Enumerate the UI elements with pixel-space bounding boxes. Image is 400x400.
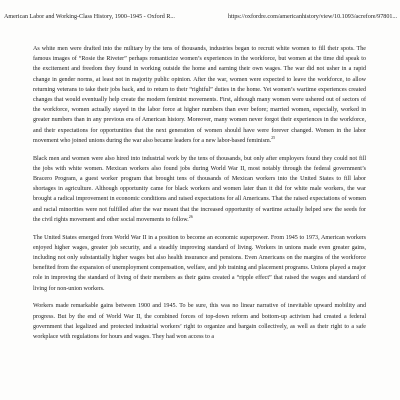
article-body: [33, 44, 366, 350]
print-header: [4, 12, 397, 22]
paragraph: [33, 233, 366, 294]
paragraph-text: As white men were drafted into the military by the tens of thousands, industries began to recruit white women to fill their spots. The famous images of “Rosie the Riveter” perhaps romanticize women’s experiences in the workforce, but women at the time did speak to the excitement and freedom they found in working outside the home and earning their own wages. The war did not usher in a rapid change in gender norms, at least not in majority public opinion. After the war, women were expected to leave the workforce, to allow returning veterans to take their jobs back, and to return to their “rightful” duties in the home. Yet women’s wartime experiences created changes that would eventually help create the modern feminist movements. First, although many women were ushered out of sectors of the workforce, women actually stayed in the labor force at higher numbers than ever before; married women, especially, worked in greater numbers than in any previous era of American history. Moreover, many women never forgot their experiences in the workforce, and their expectations for opportunities that the next generation of women should have were forever changed. Women in the labor movement who joined unions during the war also became leaders for a new labor-based feminism.: [33, 46, 366, 144]
footnote-marker[interactable]: 26: [188, 213, 193, 219]
page-title: American Labor and Working-Class History, 1900–1945 - Oxford R...: [4, 14, 175, 20]
paragraph-text: Workers made remarkable gains between 1900 and 1945. To be sure, this was no linear narrative of inevitable upward mobility and progress. But by the end of World War II, the combined forces of top-down reform and bottom-up activism had created a federal government that legalized and protected industrial workers’ right to organize and bargain collectively, as well as their right to a safe workplace with regulations for hours and wages. They had won access to a: [33, 303, 366, 341]
paragraph: [33, 44, 366, 146]
paragraph: [33, 154, 366, 225]
paragraph-text: Black men and women were also hired into industrial work by the tens of thousands, but only after employers found they could not fill the jobs with white women. Mexican workers also found jobs during World War II, most notably through the federal government’s Bracero Program, a guest worker program that brought tens of thousands of Mexican workers into the United States to fill labor shortages in agriculture. Although opportunity came for black workers and women later than it did for white male workers, the war brought a radical improvement in economic conditions and raised expectations for all Americans. That the raised expectations of women and racial minorities were not fulfilled after the war meant that the increased opportunity of wartime actually helped sew the seeds for the civil rights movement and other social movements to follow.: [33, 155, 366, 223]
page-url: https://oxfordre.com/americanhistory/view/10.1093/acrefore/97801...: [227, 14, 397, 20]
footnote-marker[interactable]: 25: [271, 134, 276, 140]
paragraph-text: The United States emerged from World War II in a position to become an economic superpower. From 1945 to 1973, American workers enjoyed higher wages, greater job security, and a steadily improving standard of living. Workers in unions made even greater gains, including not only substantially higher wages but also health insurance and pensions. Even Americans on the margins of the workforce benefited from the expansion of unemployment compensation, welfare, and job training and placement programs. Unions played a major role in improving the standard of living of their members as their gains created a “ripple effect” that raised the wages and standard of living for non-union workers.: [33, 234, 366, 292]
paragraph: [33, 301, 366, 342]
